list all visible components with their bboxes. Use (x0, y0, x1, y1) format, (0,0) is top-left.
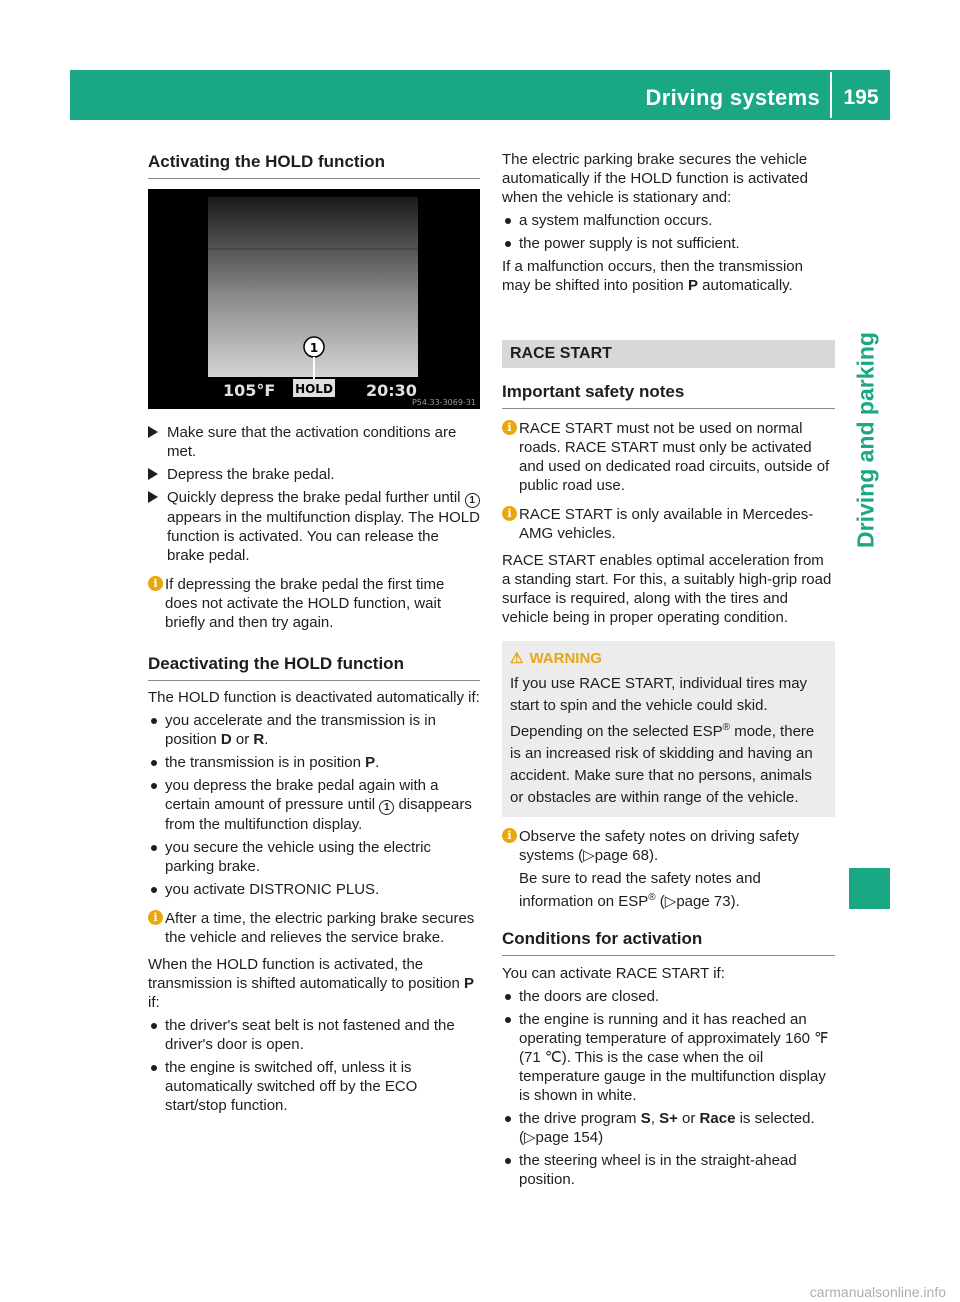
info-note-race-start-roads: i RACE START must not be used on normal roads. RACE START must only be activated and used on dedicated road circuits, outside of public road use. (502, 419, 835, 495)
list-item: the power supply is not sufficient. (502, 234, 835, 253)
info-note-hold-retry: i If depressing the brake pedal the first time does not activate the HOLD function, wait briefly and then try again. (148, 575, 480, 632)
bullet-icon (505, 1116, 511, 1122)
race-start-paragraph: RACE START enables optimal acceleration from a standing start. For this, a suitably high-grip road surface is required, along with the tires and vehicle being in proper operating condition. (502, 552, 832, 626)
section-race-start: RACE START (502, 340, 835, 368)
warning-text-1: If you use RACE START, individual tires may start to spin and the vehicle could skid. (510, 675, 808, 714)
shift-paragraph: When the HOLD function is activated, the transmission is shifted automatically to position P if: (148, 956, 474, 1011)
chapter-title: Driving systems (645, 85, 820, 110)
bullet-icon (505, 994, 511, 1000)
list-item: you depress the brake pedal again with a certain amount of pressure until 1 disappears from the multifunction display. (148, 776, 480, 834)
list-item: you secure the vehicle using the electric parking brake. (148, 838, 480, 876)
footer-watermark: carmanualsonline.info (809, 1284, 946, 1300)
list-item: the drive program S, S+ or Race is selected. (▷page 154) (502, 1109, 835, 1147)
step-3: Quickly depress the brake pedal further until 1 appears in the multifunction display. The HOLD function is activated. You can release the brake pedal. (148, 488, 480, 565)
info-icon: i (502, 828, 517, 843)
malfunction-paragraph: If a malfunction occurs, then the transmission may be shifted into position P automatically. (502, 258, 803, 294)
bullet-icon (151, 887, 157, 893)
bullet-icon (505, 1158, 511, 1164)
info-note-race-start-amg: i RACE START is only available in Mercedes-AMG vehicles. (502, 505, 835, 543)
bullet-icon (151, 1065, 157, 1071)
bullet-icon (151, 718, 157, 724)
display-temperature: 105°F (223, 381, 276, 400)
page-reference[interactable]: page 154 (535, 1129, 599, 1146)
list-item: the steering wheel is in the straight-ahead position. (502, 1151, 835, 1189)
bullet-icon (151, 1023, 157, 1029)
bullet-icon (151, 845, 157, 851)
list-item: the transmission is in position P. (148, 753, 480, 772)
list-item: you accelerate and the transmission is in position D or R. (148, 711, 480, 749)
bullet-icon (505, 241, 511, 247)
right-column (502, 150, 835, 1193)
info-icon: i (148, 910, 163, 925)
callout-1-label: 1 (309, 341, 319, 355)
side-section-label-text: Driving and parking (852, 332, 879, 548)
list-item: the driver's seat belt is not fastened and the driver's door is open. (148, 1016, 480, 1054)
page-reference[interactable]: page 68 (594, 847, 649, 864)
list-item: you activate DISTRONIC PLUS. (148, 880, 480, 899)
display-illustration (148, 189, 480, 409)
heading-deactivating-hold: Deactivating the HOLD function (148, 652, 480, 681)
step-arrow-icon (148, 426, 158, 438)
info-icon: i (502, 506, 517, 521)
page-ref-arrow-icon: ▷ (583, 847, 595, 864)
page-header (70, 70, 890, 120)
heading-important-safety-notes: Important safety notes (502, 382, 835, 409)
deactivation-intro: The HOLD function is deactivated automatically if: (148, 689, 480, 706)
info-note-parking-brake: i After a time, the electric parking brake secures the vehicle and relieves the service brake. (148, 909, 480, 947)
warning-box (502, 641, 835, 817)
left-column (148, 150, 480, 1119)
multifunction-display-figure (148, 189, 480, 409)
list-item: the engine is running and it has reached an operating temperature of approximately 160 ℉ (71 ℃). This is the case when the oil temperature gauge in the multifunction display is shown in white. (502, 1010, 835, 1105)
page-ref-arrow-icon: ▷ (524, 1129, 536, 1146)
list-item: a system malfunction occurs. (502, 211, 835, 230)
step-arrow-icon (148, 491, 158, 503)
hold-indicator-label: HOLD (295, 382, 333, 396)
page-ref-arrow-icon: ▷ (664, 893, 677, 910)
bullet-icon (505, 218, 511, 224)
bullet-icon (151, 760, 157, 766)
display-time: 20:30 (366, 381, 417, 400)
bullet-icon (505, 1017, 511, 1023)
bullet-icon (151, 783, 157, 789)
figure-code: P54.33-3069-31 (411, 398, 476, 407)
info-note-safety-systems: i Observe the safety notes on driving safety systems (▷page 68). Be sure to read the safety notes and information on ESP® (▷page 73). (502, 827, 835, 911)
page-number: 195 (843, 86, 879, 109)
side-section-label (849, 310, 883, 570)
callout-1-icon: 1 (379, 800, 394, 815)
side-section-tab (849, 868, 890, 909)
epb-intro: The electric parking brake secures the vehicle automatically if the HOLD function is activated when the vehicle is stationary and: (502, 151, 808, 206)
info-icon: i (502, 420, 517, 435)
page-reference[interactable]: page 73 (676, 893, 731, 910)
conditions-intro: You can activate RACE START if: (502, 965, 725, 982)
heading-activating-hold: Activating the HOLD function (148, 150, 480, 179)
step-2: Depress the brake pedal. (148, 465, 480, 484)
warning-text-2: Depending on the selected ESP® mode, there is an increased risk of skidding and having an accident. Make sure that no persons, animals or obstacles are within range of the vehicle. (510, 722, 815, 806)
heading-conditions-activation: Conditions for activation (502, 929, 835, 956)
callout-1-icon: 1 (465, 493, 480, 508)
warning-title: ⚠ WARNING (510, 650, 602, 667)
info-icon: i (148, 576, 163, 591)
step-1: Make sure that the activation conditions are met. (148, 423, 480, 461)
step-arrow-icon (148, 468, 158, 480)
warning-triangle-icon: ⚠ (510, 650, 524, 667)
list-item: the doors are closed. (502, 987, 835, 1006)
list-item: the engine is switched off, unless it is automatically switched off by the ECO start/stop function. (148, 1058, 480, 1115)
